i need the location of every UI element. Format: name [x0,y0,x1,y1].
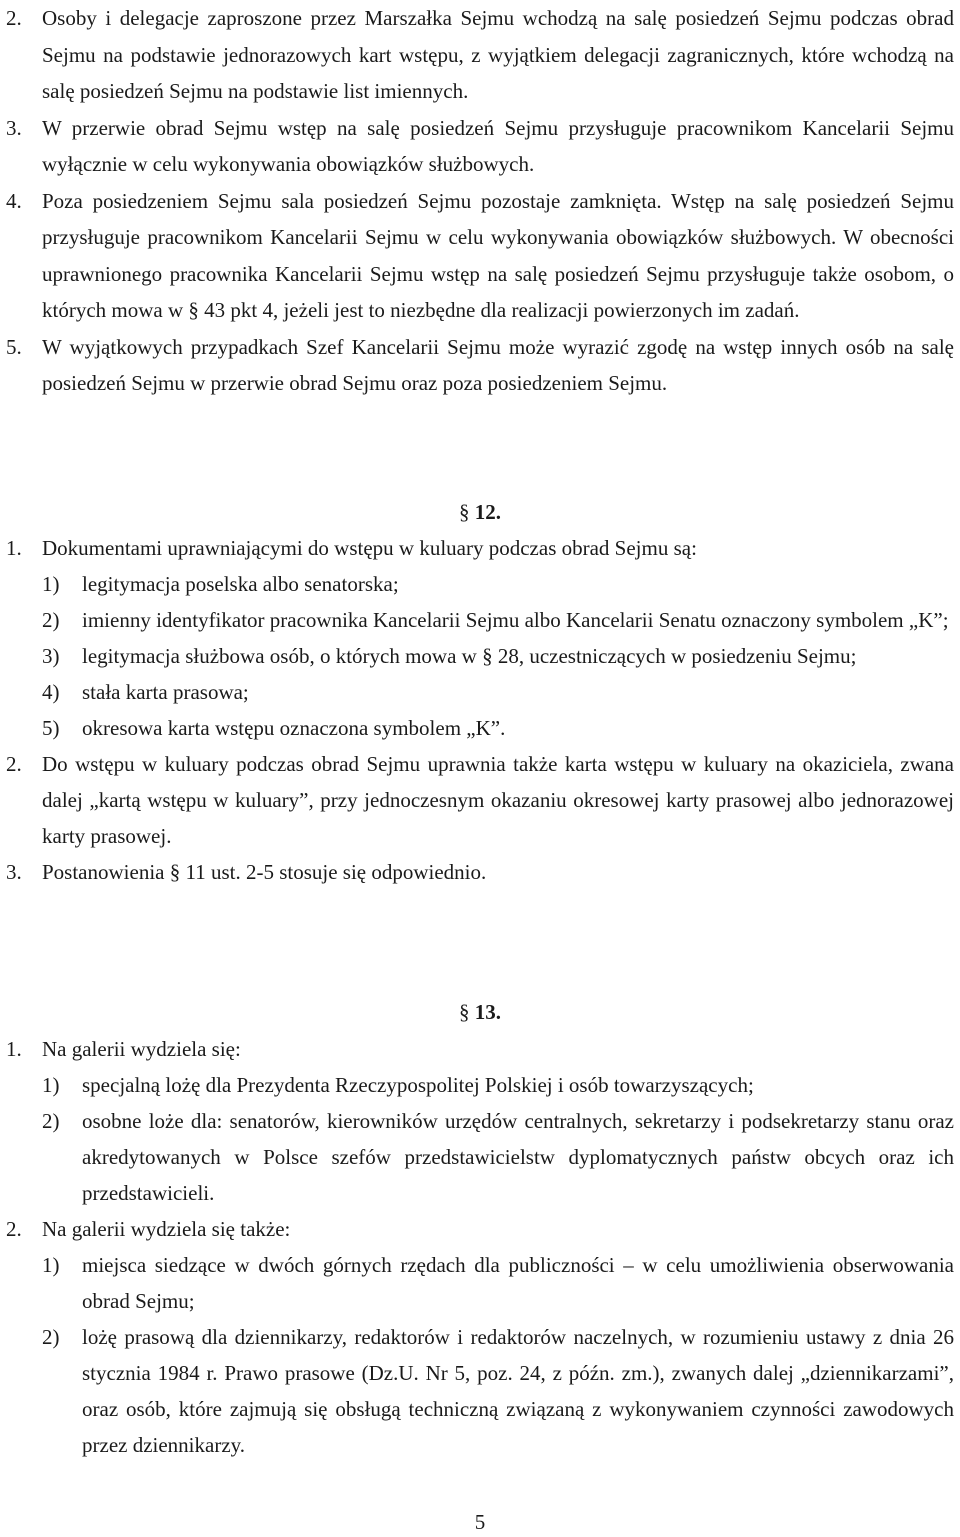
section-13-body [0,1031,960,1463]
item-text: legitymacja poselska albo senatorska; [82,572,399,596]
paragraph-text: Poza posiedzeniem Sejmu sala posiedzeń Sejmu pozostaje zamknięta. Wstęp na salę posiedzeń Sejmu przysługuje pracownikom Kancelarii Sejmu w celu wykonywania obowiązków służbowych. W obecności uprawnionego pracownika Kancelarii Sejmu wstęp na salę posiedzeń Sejmu przysługuje także osobom, o których mowa w § 43 pkt 4, jeżeli jest to niezbędne dla realizacji powierzonych im zadań. [42,188,954,322]
item-number: 1) [42,1073,60,1097]
list-item [0,638,960,674]
section-13-heading [0,994,960,1030]
item-text: legitymacja służbowa osób, o których mowa w § 28, uczestniczących w posiedzeniu Sejmu; [82,644,857,668]
previous-section-continuation [0,0,960,402]
paragraph-number: 2. [6,6,22,30]
paragraph-text: W przerwie obrad Sejmu wstęp na salę posiedzeń Sejmu przysługuje pracownikom Kancelarii Sejmu wyłącznie w celu wykonywania obowiązków służbowych. [42,115,954,176]
paragraph-text: W wyjątkowych przypadkach Szef Kancelarii Sejmu może wyrazić zgodę na wstęp innych osób na salę posiedzeń Sejmu w przerwie obrad Sejmu oraz poza posiedzeniem Sejmu. [42,334,954,395]
section-number: 13. [474,1000,501,1024]
item-text: lożę prasową dla dziennikarzy, redaktorów i redaktorów naczelnych, w rozumieniu ustawy z dnia 26 stycznia 1984 r. Prawo prasowe (Dz.U. Nr 5, poz. 24, z późn. zm.), zwanych dalej „dziennikarzami”, oraz osób, które zajmują się obsługą techniczną związaną z wykonywaniem czynności zawodowych przez dziennikarzy. [82,1325,954,1457]
item-number: 1) [42,1253,60,1277]
list-item [0,674,960,710]
item-text: miejsca siedzące w dwóch górnych rzędach dla publiczności – w celu umożliwienia obserwowania obrad Sejmu; [82,1253,954,1313]
page-number: 5 [474,1510,486,1534]
item-number: 3) [42,644,60,668]
section-sign: § [459,500,470,524]
paragraph-number: 3. [6,860,22,884]
section-12-paragraph-3 [0,854,960,890]
item-text: okresowa karta wstępu oznaczona symbolem „K”. [82,716,506,740]
section-12-paragraph-1 [0,530,960,566]
paragraph-number: 4. [6,188,22,213]
paragraph-text: Na galerii wydziela się także: [42,1217,291,1241]
paragraph-text: Osoby i delegacje zaproszone przez Marszałka Sejmu wchodzą na salę posiedzeń Sejmu podczas obrad Sejmu na podstawie jednorazowych kart wstępu, z wyjątkiem delegacji zagranicznych, które wchodzą na salę posiedzeń Sejmu na podstawie list imiennych. [42,6,954,103]
paragraph-3 [0,110,960,183]
paragraph-text: Na galerii wydziela się: [42,1037,241,1061]
item-number: 2) [42,1109,60,1133]
section-13-paragraph-2 [0,1211,960,1247]
paragraph-5 [0,329,960,402]
list-item [0,1319,960,1463]
item-number: 1) [42,572,60,596]
item-number: 4) [42,680,60,704]
paragraph-text: Do wstępu w kuluary podczas obrad Sejmu uprawnia także karta wstępu w kuluary na okaziciela, zwana dalej „kartą wstępu w kuluary”, przy jednoczesnym okazaniu okresowej karty prasowej albo jednorazowej karty prasowej. [42,752,954,848]
list-item [0,566,960,602]
list-item [0,602,960,638]
paragraph-number: 5. [6,334,22,359]
paragraph-4 [0,183,960,329]
paragraph-number: 1. [6,1037,22,1061]
paragraph-text: Postanowienia § 11 ust. 2-5 stosuje się odpowiednio. [42,860,487,884]
section-12-body [0,530,960,890]
item-text: specjalną lożę dla Prezydenta Rzeczypospolitej Polskiej i osób towarzyszących; [82,1073,754,1097]
list-item [0,1247,960,1319]
list-item [0,1103,960,1211]
item-text: imienny identyfikator pracownika Kancelarii Sejmu albo Kancelarii Senatu oznaczony symbolem „K”; [82,608,949,632]
paragraph-number: 2. [6,752,22,776]
section-number: 12. [474,500,501,524]
item-text: osobne loże dla: senatorów, kierowników urzędów centralnych, sekretarzy i podsekretarzy stanu oraz akredytowanych w Polsce szefów przedstawicielstw dyplomatycznych państw obcych oraz ich przedstawicieli. [82,1109,954,1205]
paragraph-text: Dokumentami uprawniającymi do wstępu w kuluary podczas obrad Sejmu są: [42,536,697,560]
list-item [0,710,960,746]
paragraph-number: 2. [6,1217,22,1241]
item-number: 2) [42,608,60,632]
section-13-paragraph-1 [0,1031,960,1067]
paragraph-number: 1. [6,536,22,560]
paragraph-2 [0,0,960,110]
section-12-paragraph-2 [0,746,960,854]
item-text: stała karta prasowa; [82,680,249,704]
item-number: 2) [42,1325,60,1349]
section-sign: § [459,1000,470,1024]
section-12-heading [0,494,960,530]
paragraph-number: 3. [6,115,22,140]
list-item [0,1067,960,1103]
item-number: 5) [42,716,60,740]
